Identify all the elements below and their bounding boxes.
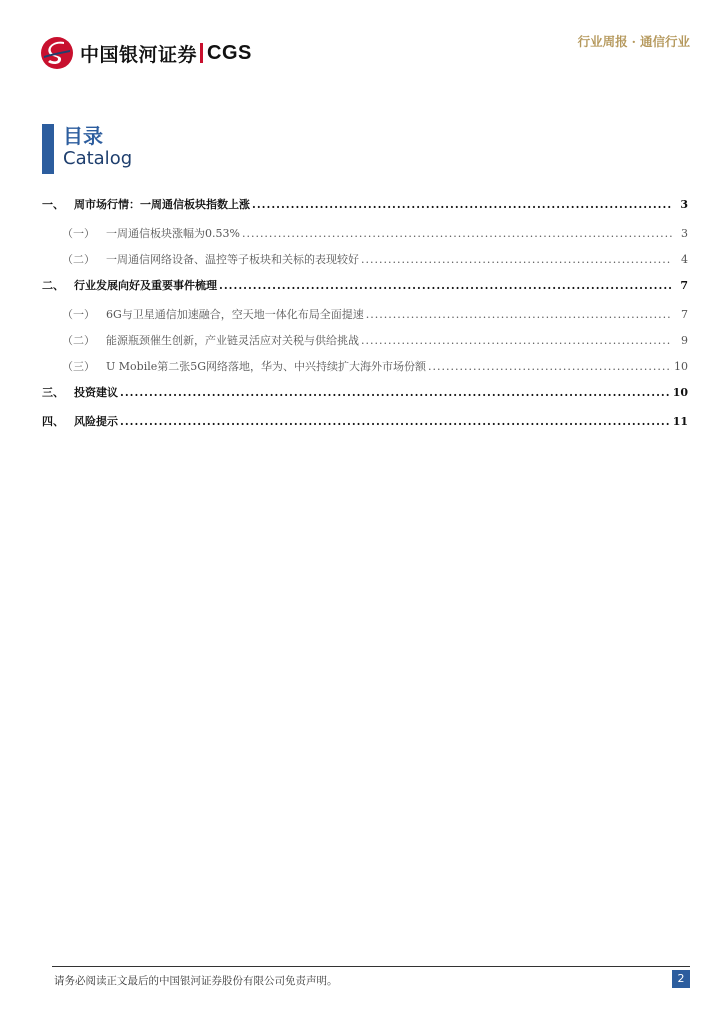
toc-number: （二） bbox=[62, 334, 95, 347]
toc-number: （三） bbox=[62, 360, 95, 373]
toc-page: 9 bbox=[681, 334, 688, 347]
toc-number: （二） bbox=[62, 253, 95, 266]
toc-leader bbox=[120, 415, 671, 428]
toc-title: 一周通信网络设备、温控等子板块和关标的表现较好 bbox=[106, 253, 359, 266]
toc-page: 7 bbox=[680, 279, 688, 292]
toc-entry[interactable] bbox=[42, 413, 688, 442]
toc-title: 周市场行情：一周通信板块指数上涨 bbox=[74, 198, 250, 211]
toc-leader bbox=[219, 279, 672, 292]
report-type: 行业周报 bbox=[577, 34, 628, 49]
industry-label: 通信行业 bbox=[639, 34, 690, 49]
page-header bbox=[40, 28, 690, 76]
toc-title: 一周通信板块涨幅为0.53% bbox=[106, 227, 240, 240]
toc-number: （一） bbox=[62, 308, 95, 321]
toc-entry[interactable] bbox=[42, 196, 688, 225]
toc-page: 3 bbox=[680, 198, 688, 211]
toc-page: 4 bbox=[681, 253, 688, 266]
toc-title: 投资建议 bbox=[74, 386, 118, 399]
disclaimer-text: 请务必阅读正文最后的中国银河证券股份有限公司免责声明。 bbox=[54, 975, 338, 987]
toc-number: （一） bbox=[62, 227, 95, 240]
toc-number: 四、 bbox=[42, 415, 64, 428]
toc-number: 二、 bbox=[42, 279, 64, 292]
catalog-title-cn: 目录 bbox=[63, 124, 103, 148]
page-number: 2 bbox=[672, 970, 690, 988]
header-separator: · bbox=[631, 34, 636, 49]
toc-title: 风险提示 bbox=[74, 415, 118, 428]
toc-title: 能源瓶颈催生创新，产业链灵活应对关税与供给挑战 bbox=[106, 334, 359, 347]
logo-divider bbox=[200, 43, 203, 63]
toc-entry[interactable] bbox=[42, 225, 688, 251]
toc-leader bbox=[361, 253, 672, 266]
toc-leader bbox=[366, 308, 672, 321]
logo-text-en: CGS bbox=[207, 41, 252, 64]
toc-entry[interactable] bbox=[42, 358, 688, 384]
toc-title: U Mobile第二张5G网络落地，华为、中兴持续扩大海外市场份额 bbox=[106, 360, 427, 373]
toc-page: 3 bbox=[681, 227, 688, 240]
toc-leader bbox=[361, 334, 672, 347]
cgs-logo-icon bbox=[40, 36, 74, 70]
toc-page: 7 bbox=[681, 308, 688, 321]
toc-leader bbox=[252, 198, 672, 211]
toc-leader bbox=[242, 227, 672, 240]
toc-number: 三、 bbox=[42, 386, 64, 399]
catalog-title-en: Catalog bbox=[63, 148, 133, 169]
toc-entry[interactable] bbox=[42, 384, 688, 413]
page-footer bbox=[52, 966, 690, 993]
toc-leader bbox=[428, 360, 672, 373]
toc-page: 11 bbox=[672, 415, 688, 428]
company-logo bbox=[40, 36, 252, 70]
toc-entry[interactable] bbox=[42, 277, 688, 306]
report-category bbox=[578, 32, 690, 50]
toc-title: 6G与卫星通信加速融合，空天地一体化布局全面提速 bbox=[106, 308, 364, 321]
toc-number: 一、 bbox=[42, 198, 64, 211]
toc-leader bbox=[120, 386, 671, 399]
toc-entry[interactable] bbox=[42, 332, 688, 358]
logo-text-cn: 中国银河证券 bbox=[80, 43, 198, 66]
table-of-contents bbox=[42, 196, 688, 442]
catalog-accent-bar bbox=[42, 124, 54, 174]
toc-title: 行业发展向好及重要事件梳理 bbox=[74, 279, 217, 292]
toc-page: 10 bbox=[672, 386, 688, 399]
toc-entry[interactable] bbox=[42, 251, 688, 277]
toc-page: 10 bbox=[674, 360, 688, 373]
toc-entry[interactable] bbox=[42, 306, 688, 332]
